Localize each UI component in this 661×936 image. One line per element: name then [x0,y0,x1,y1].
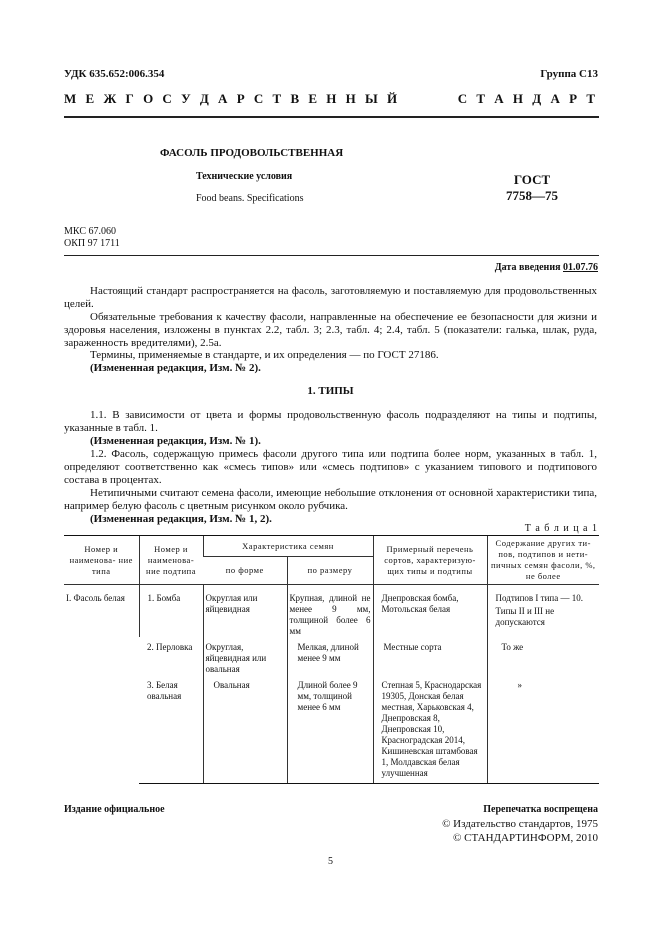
cell-varieties: Днепровская бомба, Мотольская белая [373,585,487,638]
intro-paragraph-2: Обязательные требования к качеству фасоли, направленные на обеспечение ее безопасности для жизни и здоровья населения, изложены в пунктах 2.2, табл. 3; 2.3, табл. 4; 2.4, табл. 5 (показатели: галька, шлак, руда, зараженность вредителями), 2.5а. [64,311,597,349]
table-row [64,637,599,675]
cell-varieties: Местные сорта [373,637,487,675]
page-number: 5 [328,856,333,867]
header-type: Номер и наименова- ние типа [64,536,139,585]
header-varieties: Примерный перечень сортов, характеризую- щих типы и подтипы [373,536,487,585]
gost-label: ГОСТ [513,172,551,187]
cell-other: То же [487,637,599,675]
intro-date [495,262,598,273]
okp-code: ОКП 97 1711 [64,238,120,249]
gost-number: 7758—75 [506,188,558,203]
document-title: ФАСОЛЬ ПРОДОВОЛЬСТВЕННАЯ [160,147,344,159]
table-caption: Т а б л и ц а 1 [524,523,598,534]
header-characteristics: Характеристика семян [203,536,373,557]
section-heading-types: 1. ТИПЫ [307,385,354,397]
cell-other: Подтипов I типа — 10. Типы II и III не допускаются [487,585,599,638]
clause-atypical: Нетипичными считают семена фасоли, имеющие небольшие отклонения от основной характеристики типа, например белую фасоль с цветным рисунком около рубчика. [64,487,597,512]
cell-size: Мелкая, длиной менее 9 мм [287,637,373,675]
cell-varieties: Степная 5, Краснодарская 19305, Донская белая местная, Харьковская 4, Днепровская 8, Днепровская 10, Красноградская 2014, Кишиневская штамбовая 1, Молдавская белая улучшенная [373,675,487,784]
cell-type: I. Фасоль белая [66,593,125,603]
cell-shape: Овальная [203,675,287,784]
edition-label: Издание официальное [64,804,165,815]
header-other: Содержание других ти- пов, подтипов и нети- пичных семян фасоли, %, не более [487,536,599,585]
cell-subtype: 1. Бомба [139,585,203,638]
document-title-english: Food beans. Specifications [196,193,304,204]
cell-subtype: 2. Перловка [147,642,193,652]
banner-standard: С Т А Н Д А Р Т [457,91,598,106]
intro-paragraph-3: Термины, применяемые в стандарте, и их определения — по ГОСТ 27186. [90,349,439,361]
header-shape: по форме [203,557,287,585]
intro-amendment: (Измененная редакция, Изм. № 2). [90,362,261,374]
document-subtitle: Технические условия [196,171,293,182]
clause-1-2: 1.2. Фасоль, содержащую примесь фасоли другого типа или подтипа более норм, указанных в табл. 1, определяют соответственно как «смесь типов» или «смесь подтипов» с указанием типового и подтипового состава в процентах. [64,448,597,486]
group-code: Группа С13 [540,68,598,80]
cell-size: Длиной более 9 мм, толщиной менее 6 мм [287,675,373,784]
copyright-1975: © Издательство стандартов, 1975 [442,818,598,830]
cell-size: Крупная, длиной не менее 9 мм, толщиной более 6 мм [287,585,373,638]
cell-other: » [487,675,599,784]
table-row [64,675,599,784]
clause-1-2-amendment: (Измененная редакция, Изм. № 1, 2). [90,513,272,525]
header-rule [64,116,599,118]
banner-interstate: М Е Ж Г О С У Д А Р С Т В Е Н Н Ы Й [64,91,401,106]
copyright-2010: © СТАНДАРТИНФОРМ, 2010 [453,832,598,844]
intro-paragraph-1: Настоящий стандарт распространяется на фасоль, заготовляемую и поставляемую для продовольственных целей. [64,285,597,310]
header-subtype: Номер и наименова- ние подтипа [139,536,203,585]
intro-date-value: 01.07.76 [563,262,598,273]
cell-shape: Округлая, яйцевидная или овальная [203,637,287,675]
clause-1-1: 1.1. В зависимости от цвета и формы продовольственную фасоль подразделяют на типы и подтипы, указанные в табл. 1. [64,409,597,434]
udk-code: УДК 635.652:006.354 [64,68,165,80]
types-table [64,535,599,784]
table-row [64,585,599,638]
cell-shape: Округлая или яйцевидная [203,585,287,638]
cell-subtype: 3. Белая овальная [139,675,203,784]
clause-1-1-amendment: (Измененная редакция, Изм. № 1). [90,435,261,447]
reprint-notice: Перепечатка воспрещена [483,804,598,815]
codes-rule [64,255,599,256]
header-size: по размеру [287,557,373,585]
mks-code: МКС 67.060 [64,226,116,237]
intro-date-label: Дата введения [494,262,561,273]
